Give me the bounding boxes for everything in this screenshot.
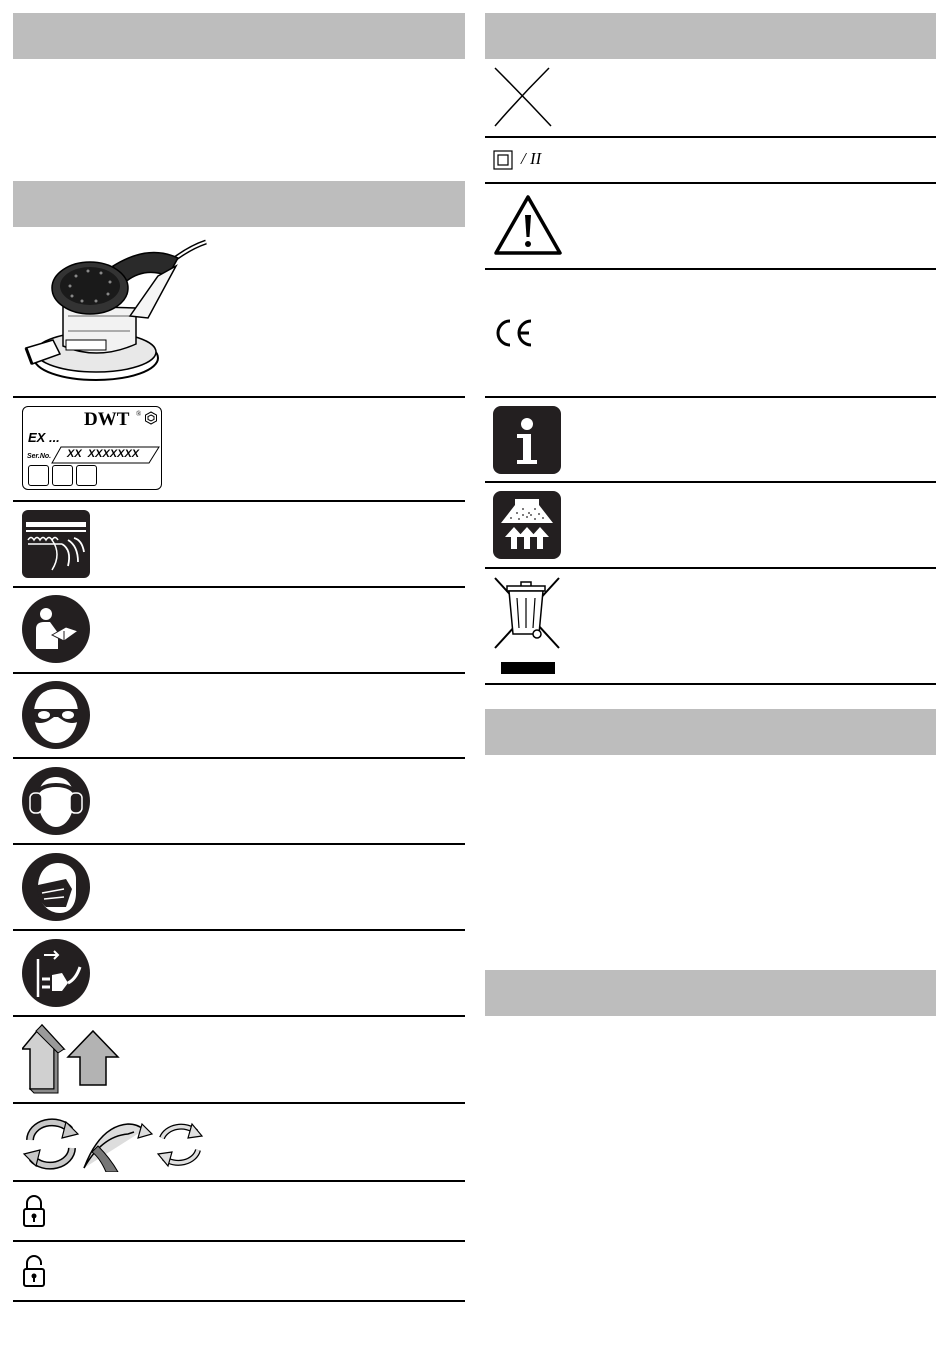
row-divider bbox=[485, 182, 936, 184]
lock-closed-icon bbox=[22, 1194, 46, 1228]
read-manual-icon bbox=[22, 595, 90, 663]
nameplate-cert-box bbox=[28, 465, 49, 486]
row-divider bbox=[485, 481, 936, 483]
row-divider bbox=[13, 1300, 465, 1302]
nameplate-model: EX ... bbox=[28, 430, 60, 445]
row-divider bbox=[13, 1015, 465, 1017]
ce-mark-icon bbox=[493, 318, 535, 348]
section-header-bar bbox=[485, 709, 936, 755]
nameplate-registered-mark: ® bbox=[136, 410, 142, 418]
row-divider bbox=[485, 567, 936, 569]
direction-arrows-icon bbox=[22, 1023, 122, 1095]
section-header-bar bbox=[13, 13, 465, 59]
row-divider bbox=[485, 396, 936, 398]
row-divider bbox=[13, 396, 465, 398]
sander-illustration bbox=[18, 236, 213, 386]
warning-triangle-icon bbox=[493, 193, 563, 257]
row-divider bbox=[13, 843, 465, 845]
section-header-bar bbox=[485, 13, 936, 59]
nameplate-icon bbox=[22, 406, 162, 490]
class-ii-icon bbox=[493, 150, 513, 170]
nameplate-logo-icon bbox=[144, 411, 158, 425]
row-divider bbox=[485, 683, 936, 685]
nameplate-cert-box bbox=[76, 465, 97, 486]
nameplate-cert-box bbox=[52, 465, 73, 486]
row-divider bbox=[13, 1102, 465, 1104]
dust-extraction-surface-icon bbox=[22, 510, 90, 578]
row-divider bbox=[13, 757, 465, 759]
dust-mask-icon bbox=[22, 853, 90, 921]
row-divider bbox=[13, 929, 465, 931]
rotation-arrows-icon bbox=[22, 1116, 204, 1172]
section-header-bar bbox=[13, 181, 465, 227]
row-divider bbox=[13, 586, 465, 588]
nameplate-serial-label: Ser.No. bbox=[27, 453, 52, 460]
section-header-bar bbox=[485, 970, 936, 1016]
cross-mark-icon bbox=[493, 66, 553, 128]
nameplate-serial-value: XX XXXXXXX bbox=[67, 448, 140, 460]
nameplate-brand: DWT bbox=[84, 409, 130, 430]
unplug-icon bbox=[22, 939, 90, 1007]
wheelie-bin-crossed-icon bbox=[493, 576, 563, 676]
lock-open-icon bbox=[22, 1254, 46, 1288]
hearing-protection-icon bbox=[22, 767, 90, 835]
information-icon bbox=[493, 406, 561, 474]
row-divider bbox=[13, 672, 465, 674]
eye-protection-icon bbox=[22, 681, 90, 749]
row-divider bbox=[13, 500, 465, 502]
row-divider bbox=[485, 136, 936, 138]
class-ii-label: / II bbox=[521, 149, 542, 168]
row-divider bbox=[13, 1180, 465, 1182]
extraction-hood-icon bbox=[493, 491, 561, 559]
row-divider bbox=[485, 268, 936, 270]
row-divider bbox=[13, 1240, 465, 1242]
